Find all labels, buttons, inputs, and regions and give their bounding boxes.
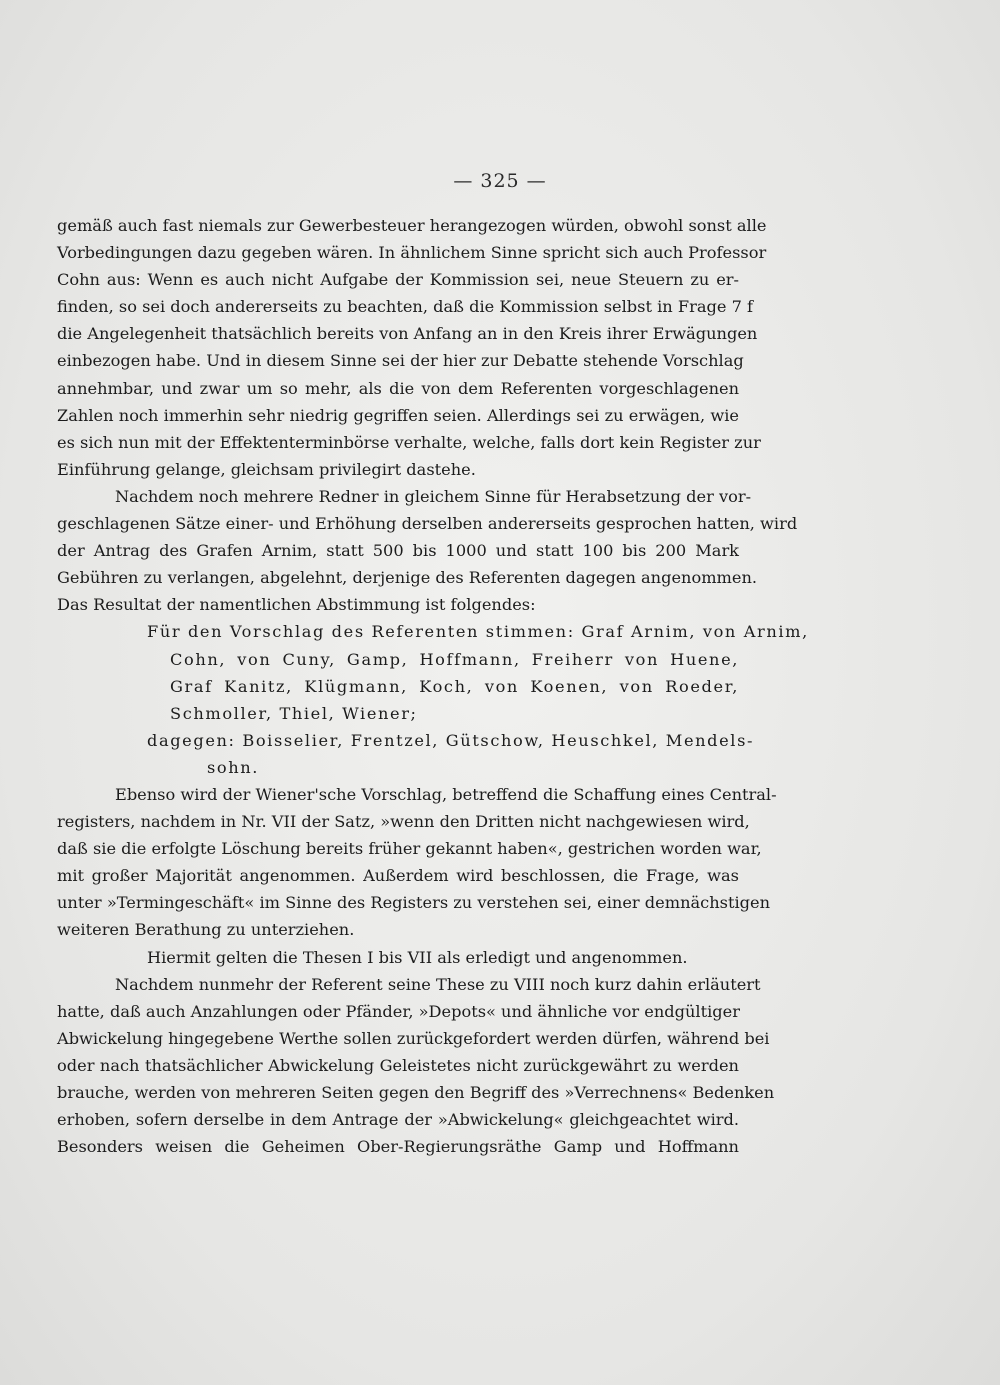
text-line: Vorbedingungen dazu gegeben wären. In ähnlichem Sinne spricht sich auch Professor (57, 243, 767, 263)
text-line: mit großer Majorität angenommen. Außerdem wird beschlossen, die Frage, was (57, 866, 739, 886)
text-line: annehmbar, und zwar um so mehr, als die von dem Referenten vorgeschlagenen (57, 378, 739, 398)
page-number: — 325 — (453, 170, 547, 192)
text-line: finden, so sei doch andererseits zu beachten, daß die Kommission selbst in Frage 7 f (57, 297, 754, 317)
text-line: brauche, werden von mehreren Seiten gegen den Begriff des »Verrechnens« Bedenken (57, 1083, 775, 1102)
text-line: Abwickelung hingegebene Werthe sollen zurückgefordert werden dürfen, während bei (57, 1028, 770, 1048)
text-line: geschlagenen Sätze einer- und Erhöhung derselben andererseits gesprochen hatten, wird (57, 514, 798, 534)
text-line: Einführung gelange, gleichsam privilegirt dastehe. (57, 459, 476, 479)
vote-line: Für den Vorschlag des Referenten stimmen: Graf Arnim, von Arnim, (147, 622, 809, 642)
text-line: Gebühren zu verlangen, abgelehnt, derjenige des Referenten dagegen angenommen. (57, 568, 758, 588)
text-line: Das Resultat der namentlichen Abstimmung ist folgendes: (57, 595, 536, 615)
vote-line: sohn. (207, 757, 260, 777)
text-line: es sich nun mit der Effektenterminbörse verhalte, welche, falls dort kein Register zur (57, 432, 761, 452)
text-line: Zahlen noch immerhin sehr niedrig gegriffen seien. Allerdings sei zu erwägen, wie (57, 405, 739, 425)
text-line: Ebenso wird der Wiener'sche Vorschlag, betreffend die Schaffung eines Central- (115, 784, 777, 804)
text-line: weiteren Berathung zu unterziehen. (57, 920, 355, 940)
text-line: erhoben, sofern derselbe in dem Antrage der »Abwickelung« gleichgeachtet wird. (57, 1110, 739, 1130)
text-line: Nachdem nunmehr der Referent seine These zu VIII noch kurz dahin erläutert (115, 974, 761, 994)
text-line: registers, nachdem in Nr. VII der Satz, »wenn den Dritten nicht nachgewiesen wird, (57, 812, 750, 832)
text-line: Cohn aus: Wenn es auch nicht Aufgabe der Kommission sei, neue Steuern zu er- (57, 270, 739, 290)
text-line: daß sie die erfolgte Löschung bereits früher gekannt haben«, gestrichen worden war, (57, 839, 762, 859)
text-line: Besonders weisen die Geheimen Ober-Regierungsräthe Gamp und Hoffmann (57, 1137, 739, 1157)
text-line: Nachdem noch mehrere Redner in gleichem Sinne für Herabsetzung der vor- (115, 486, 752, 506)
text-line: hatte, daß auch Anzahlungen oder Pfänder, »Depots« und ähnliche vor endgültiger (57, 1001, 740, 1021)
text-line: Hiermit gelten die Thesen I bis VII als erledigt und angenommen. (147, 947, 688, 967)
vote-line: Graf Kanitz, Klügmann, Koch, von Koenen, von Roeder, (170, 676, 739, 696)
body-text (57, 212, 809, 1160)
vote-line: Cohn, von Cuny, Gamp, Hoffmann, Freiherr von Huene, (170, 649, 739, 669)
text-line: oder nach thatsächlicher Abwickelung Geleistetes nicht zurückgewährt zu werden (57, 1055, 739, 1075)
text-line: einbezogen habe. Und in diesem Sinne sei der hier zur Debatte stehende Vorschlag (57, 351, 744, 371)
vote-line: dagegen: Boisselier, Frentzel, Gütschow, Heuschkel, Mendels- (147, 730, 755, 750)
text-line: unter »Termingeschäft« im Sinne des Registers zu verstehen sei, einer demnächstigen (57, 893, 771, 913)
text-line: die Angelegenheit thatsächlich bereits von Anfang an in den Kreis ihrer Erwägungen (57, 324, 758, 344)
vote-line: Schmoller, Thiel, Wiener; (170, 703, 418, 723)
text-line: gemäß auch fast niemals zur Gewerbesteuer herangezogen würden, obwohl sonst alle (57, 216, 767, 235)
text-line: der Antrag des Grafen Arnim, statt 500 bis 1000 und statt 100 bis 200 Mark (57, 541, 739, 561)
